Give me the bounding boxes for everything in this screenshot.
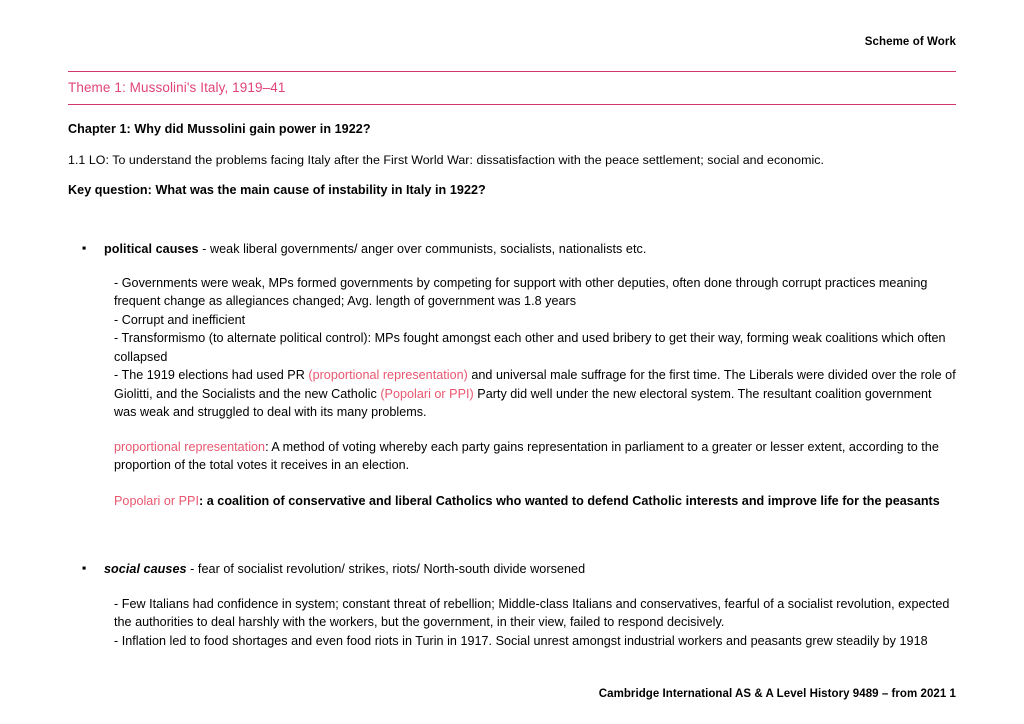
para4-accent-popolari: (Popolari or PPI) (380, 386, 474, 401)
definition-proportional-representation (114, 438, 956, 475)
definition-term-1: proportional representation (114, 439, 266, 454)
theme-band (68, 71, 956, 105)
bullet-political-lead: political causes (104, 241, 199, 256)
definition-popolari (114, 492, 956, 511)
definition-separator-1: : (265, 439, 272, 454)
definition-body-1: A method of voting whereby each party gains representation in parliament to a greater or lesser extent, according to the proportion of the total votes it receives in an election. (114, 439, 939, 473)
bullet-social-lead: social causes (104, 562, 187, 577)
footer-text: Cambridge International AS & A Level History 9489 – from 2021 1 (598, 688, 956, 700)
social-paragraph-1: - Few Italians had confidence in system; constant threat of rebellion; Middle-class Italians and conservatives, fearful of a socialist revolution, expected the authorities to deal harshly with the workers, but the government, in their view, failed to respond decisively. (114, 596, 950, 629)
bullet-marker-icon-2: ▪ (82, 561, 87, 576)
learning-objective: 1.1 LO: To understand the problems facing Italy after the First World War: dissatisfaction with the peace settlement; social and economic. (68, 152, 824, 167)
para4-accent-proportional-representation: (proportional representation) (308, 368, 468, 383)
document-header (68, 0, 956, 48)
political-paragraph-1: - Governments were weak, MPs formed governments by competing for support with other deputies, often done through corrupt practices meaning frequent change as allegiances changed; Avg. length of government was 1.8 years (114, 275, 928, 309)
header-title: Scheme of Work (864, 36, 956, 48)
political-paragraph-4 (114, 366, 956, 422)
social-paragraph-2: - Inflation led to food shortages and even food riots in Turin in 1917. Social unrest amongst industrial workers and peasants grew steadily by 1918 (114, 633, 928, 648)
bullet-social-causes (68, 560, 956, 578)
political-paragraph-3: - Transformismo (to alternate political control): MPs fought amongst each other and used bribery to get their way, forming weak coalitions which often collapsed (114, 331, 946, 364)
bullet-political-causes-text (104, 240, 646, 258)
chapter-title: Chapter 1: Why did Mussolini gain power in 1922? (68, 121, 371, 136)
definition-separator-2: : (199, 493, 207, 508)
definition-term-2: Popolari or PPI (114, 493, 200, 508)
bullet-political-rest: - weak liberal governments/ anger over communists, socialists, nationalists etc. (198, 241, 647, 256)
para4-segment-3: Party did well under the new electoral system. The resultant coalition government was weak and struggled to deal with its many problems. (114, 386, 932, 420)
bullet-social-causes-text (104, 560, 585, 578)
document-footer (68, 688, 956, 700)
bullet-social-rest: - fear of socialist revolution/ strikes, riots/ North-south divide worsened (186, 562, 586, 577)
definition-body-2: a coalition of conservative and liberal Catholics who wanted to defend Catholic interests and improve life for the peasants (206, 493, 940, 508)
bullet-political-causes (68, 240, 956, 258)
theme-rule-bottom (68, 104, 956, 105)
bullet-marker-icon: ▪ (82, 240, 87, 255)
political-paragraph-2: - Corrupt and inefficient (114, 312, 246, 327)
para4-segment-2: and universal male suffrage for the first time. The Liberals were divided over the role of Giolitti, and the Socialists and the new Catholic (114, 368, 956, 401)
para4-segment-1: - The 1919 elections had used PR (114, 368, 309, 383)
key-question: Key question: What was the main cause of instability in Italy in 1922? (68, 182, 486, 197)
theme-title: Theme 1: Mussolini's Italy, 1919–41 (68, 80, 286, 95)
